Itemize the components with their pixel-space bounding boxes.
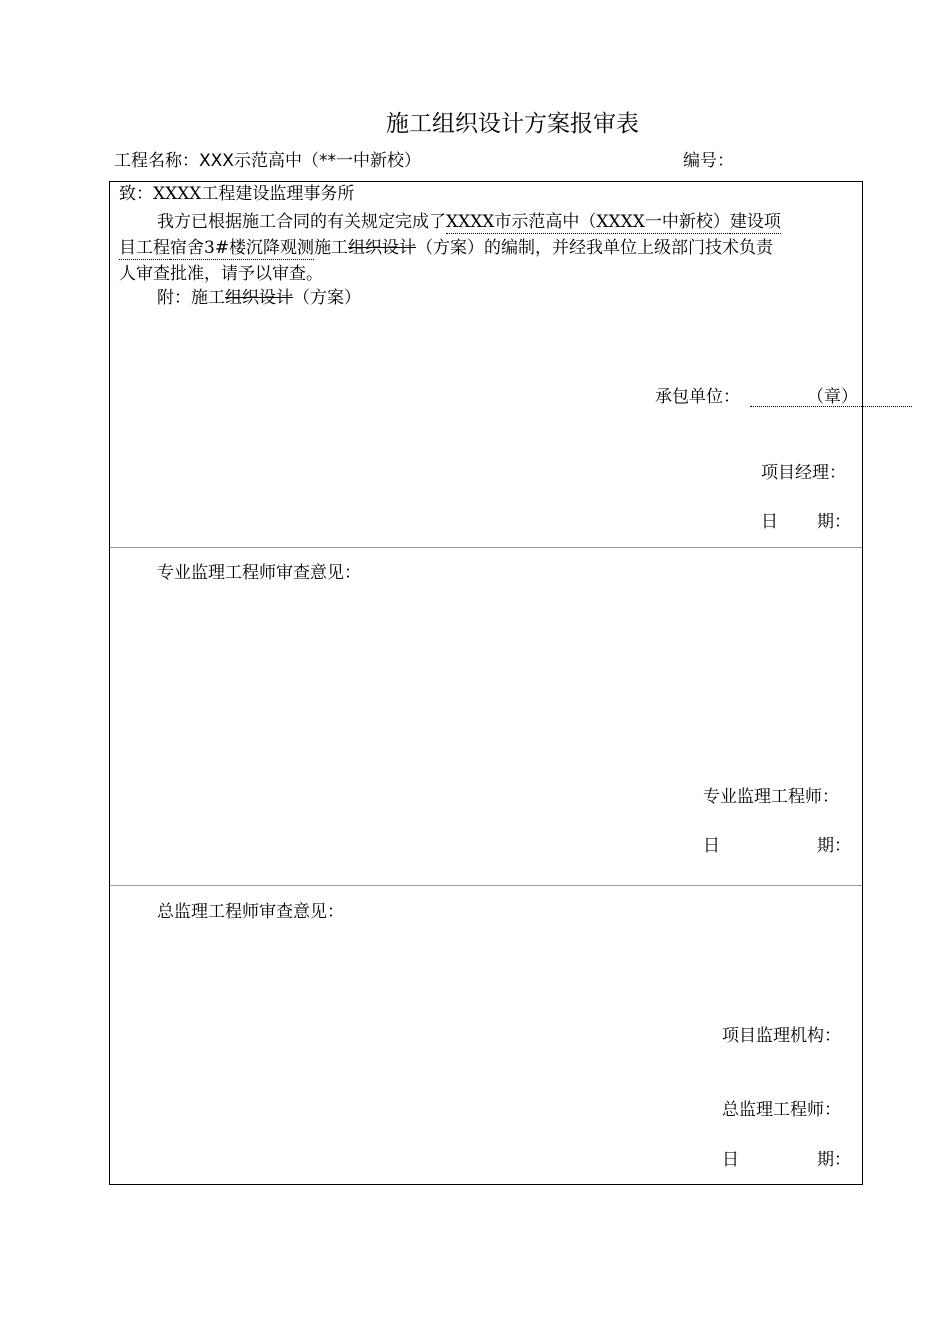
body-building: 宿舍3#楼沉降观测 xyxy=(170,238,315,258)
body-line-3: 人审查批准，请予以审查。 xyxy=(119,264,323,284)
body-mid-a: 建设项 xyxy=(729,212,781,232)
attachment-label: 附：施工 xyxy=(157,288,225,308)
section3-date-b: 期： xyxy=(817,1150,851,1170)
body-line-1 xyxy=(157,214,781,231)
contractor-label: 承包单位： xyxy=(655,387,740,407)
section1-date-b: 期： xyxy=(817,512,851,532)
page-title: 施工组织设计方案报审表 xyxy=(386,111,639,137)
project-name-label: 工程名称： xyxy=(114,151,199,171)
section-divider-2 xyxy=(110,885,862,886)
body-line2-a: 目工程 xyxy=(119,238,170,258)
section3-date-a: 日 xyxy=(722,1150,739,1170)
addressee-label: 致： xyxy=(119,184,153,204)
addressee-value: XXXX工程建设监理事务所 xyxy=(153,184,355,204)
supervision-org-label: 项目监理机构： xyxy=(722,1026,841,1046)
body-struck: 组织设计 xyxy=(348,238,417,258)
body-prefix: 我方已根据施工合同的有关规定完成了 xyxy=(157,212,446,232)
body-line-2 xyxy=(119,240,773,257)
section2-date-b: 期： xyxy=(817,836,851,856)
contractor-signature-line xyxy=(750,406,912,407)
number-label: 编号： xyxy=(683,151,734,171)
project-name-row xyxy=(114,153,421,170)
body-line2-c: （方案）的编制，并经我单位上级部门技术负责 xyxy=(416,238,774,258)
project-name-value: XXX示范高中（**一中新校） xyxy=(199,151,421,171)
specialist-engineer-label: 专业监理工程师： xyxy=(703,787,839,807)
chief-opinion-label: 总监理工程师审查意见： xyxy=(157,902,344,922)
attachment-row xyxy=(157,290,361,307)
section-divider-1 xyxy=(110,547,862,548)
section2-date-a: 日 xyxy=(703,836,720,856)
addressee-row xyxy=(119,186,354,203)
specialist-opinion-label: 专业监理工程师审查意见： xyxy=(157,563,361,583)
chief-engineer-label: 总监理工程师： xyxy=(722,1100,841,1120)
attachment-tail: （方案） xyxy=(293,288,361,308)
body-line2-b: 施工 xyxy=(314,238,349,258)
project-manager-label: 项目经理： xyxy=(761,463,846,483)
attachment-struck: 组织设计 xyxy=(225,288,293,308)
body-project-name: XXXX市示范高中（XXXX一中新校） xyxy=(446,212,730,232)
seal-label: （章） xyxy=(807,387,858,407)
section1-date-a: 日 xyxy=(761,512,778,532)
